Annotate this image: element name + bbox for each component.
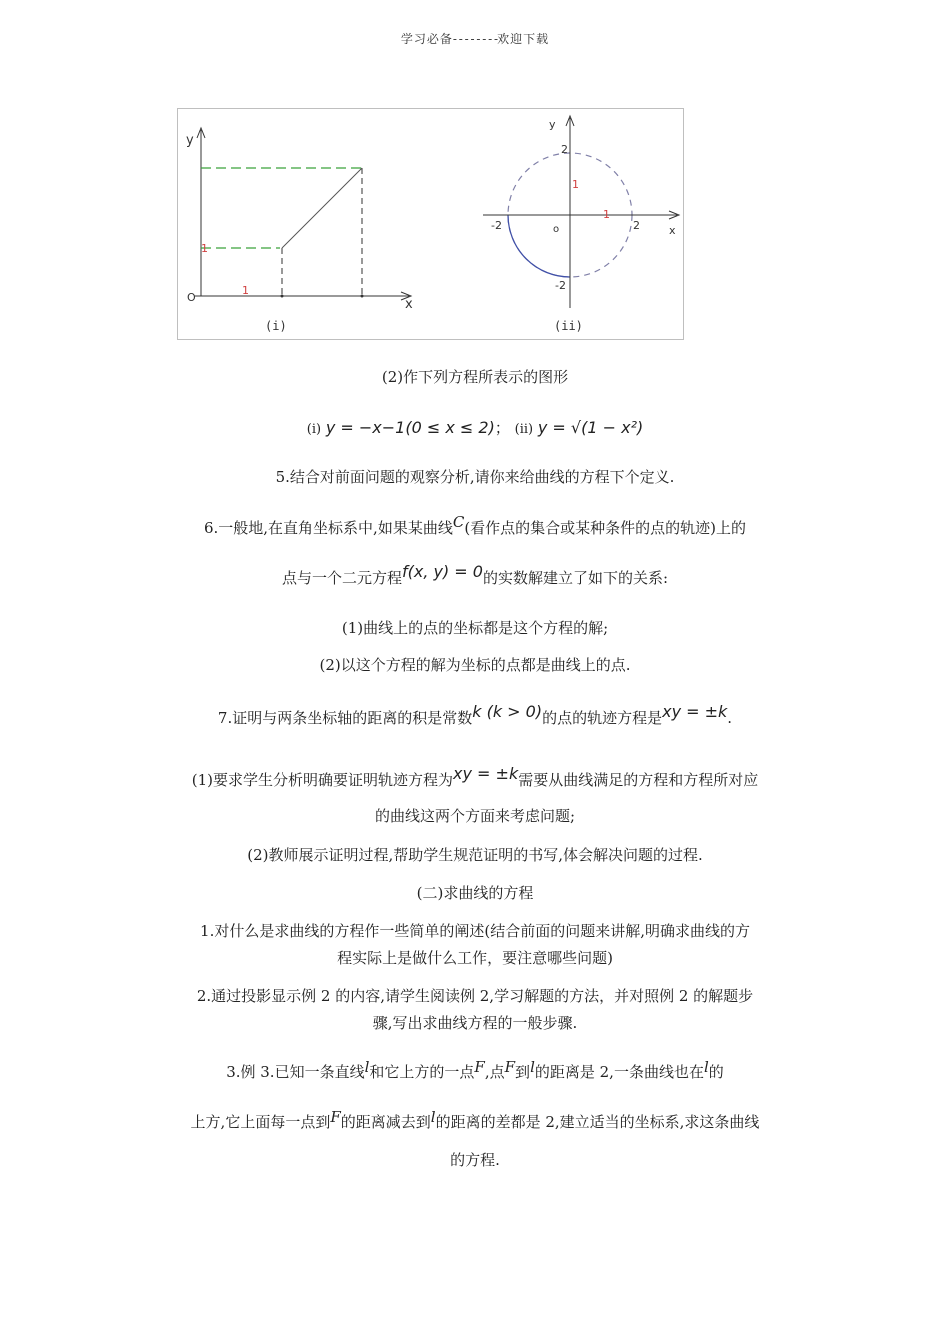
symbol-f: F [504,1058,516,1076]
section-heading: (二)求曲线的方程 [416,884,534,902]
text-segment: 的实数解建立了如下的关系: [482,569,669,587]
text-line-1: (2)作下列方程所表示的图形 [381,368,569,386]
point [361,295,364,298]
text-line-11: (2)教师展示证明过程,帮助学生规范证明的书写,体会解决问题的过程. [247,846,703,864]
symbol-l: l [703,1058,709,1076]
y-label: y [549,118,556,131]
equation-f: f(x, y) = 0 [401,562,483,581]
text-segment: ,点 [484,1063,505,1081]
text-line-2 [0,418,950,440]
text-segment: (看作点的集合或某种条件的点的轨迹)上的 [464,519,747,537]
text-line-5 [0,562,950,588]
x-label: x [669,224,676,237]
symbol-l: l [430,1108,436,1126]
text-segment: 点与一个二元方程 [281,569,402,587]
text-segment: 3.例 3.已知一条直线 [226,1063,365,1081]
text-line-17 [0,1058,950,1082]
y-label: y [186,133,194,148]
x-label: x [405,297,413,312]
text-segment: 的距离是 2,一条曲线也在 [534,1063,704,1081]
text-line-19: 的方程. [450,1151,500,1169]
text-segment: 的点的轨迹方程是 [542,709,663,727]
page-header [0,30,950,47]
equation-i: y = −x−1(0 ≤ x ≤ 2) [325,418,495,437]
graph-segment [282,168,362,248]
label-ii: (ii) [514,422,534,437]
origin-label: O [187,291,196,304]
equation-k: k (k > 0) [472,702,543,721]
equation-xy: xy = ±k [453,764,519,783]
symbol-l: l [530,1058,535,1076]
text-segment: 7.证明与两条坐标轴的距离的积是常数 [217,709,473,727]
text-line-10: 的曲线这两个方面来考虑问题; [374,807,576,825]
text-line-4 [0,513,950,538]
text-segment: 和它上方的一点 [369,1063,475,1081]
one-y-label: 1 [572,178,579,191]
text-line-9 [0,764,950,790]
one-x-label: 1 [242,284,249,297]
text-line-3: 5.结合对前面问题的观察分析,请你来给曲线的方程下个定义. [275,468,675,486]
point [281,295,284,298]
text-line-15: 2.通过投影显示例 2 的内容,请学生阅读例 2,学习解题的方法，并对照例 2 的解题步 [196,987,754,1005]
graph-ii [477,108,687,338]
text-line-13: 1.对什么是求曲线的方程作一些简单的阐述(结合前面的问题来讲解,明确求曲线的方 [200,922,750,940]
graph-i [177,108,427,338]
header-dashes: - - - - - - - - [452,32,498,46]
text-segment: 6.一般地,在直角坐标系中,如果某曲线 [203,519,453,537]
text-segment: 到 [515,1063,531,1081]
text-segment: 的距离的差都是 2,建立适当的坐标系,求这条曲线 [435,1113,760,1131]
symbol-f: F [330,1108,341,1126]
label-i: (i) [306,422,322,437]
text-segment: 上方,它上面每一点到 [190,1113,331,1131]
text-line-6: (1)曲线上的点的坐标都是这个方程的解; [341,619,609,637]
tick-minus2-x: -2 [491,219,502,232]
equation-ii: y = √(1 − x²) [537,418,644,437]
text-segment: (1)要求学生分析明确要证明轨迹方程为 [191,771,454,789]
caption-i: (i) [265,319,287,333]
text-line-8 [0,702,950,728]
text-segment: 的距离减去到 [340,1113,431,1131]
text-line-16: 骤,写出求曲线方程的一般步骤. [372,1014,578,1032]
text-line-7: (2)以这个方程的解为坐标的点都是曲线上的点. [319,656,631,674]
solid-arc [508,215,570,277]
symbol-f: F [474,1058,485,1076]
one-y-label: 1 [201,242,208,255]
header-right: 欢迎下载 [497,32,550,46]
tick-2-y: 2 [561,143,568,156]
caption-ii: (ii) [554,319,583,333]
text-segment: 需要从曲线满足的方程和方程所对应 [518,771,759,789]
symbol-l: l [364,1058,370,1076]
text-segment: 的 [708,1063,724,1081]
text-line-14: 程实际上是做什么工作，要注意哪些问题) [337,949,613,967]
text-segment: . [727,709,733,727]
separator: ； [494,419,510,437]
symbol-c: C [452,513,465,531]
equation-xy: xy = ±k [662,702,728,721]
header-left: 学习必备 [400,32,453,46]
one-x-label: 1 [603,208,610,221]
text-line-18 [0,1108,950,1132]
tick-2-x: 2 [633,219,640,232]
tick-minus2-y: -2 [555,279,566,292]
origin-label: o [553,224,560,235]
